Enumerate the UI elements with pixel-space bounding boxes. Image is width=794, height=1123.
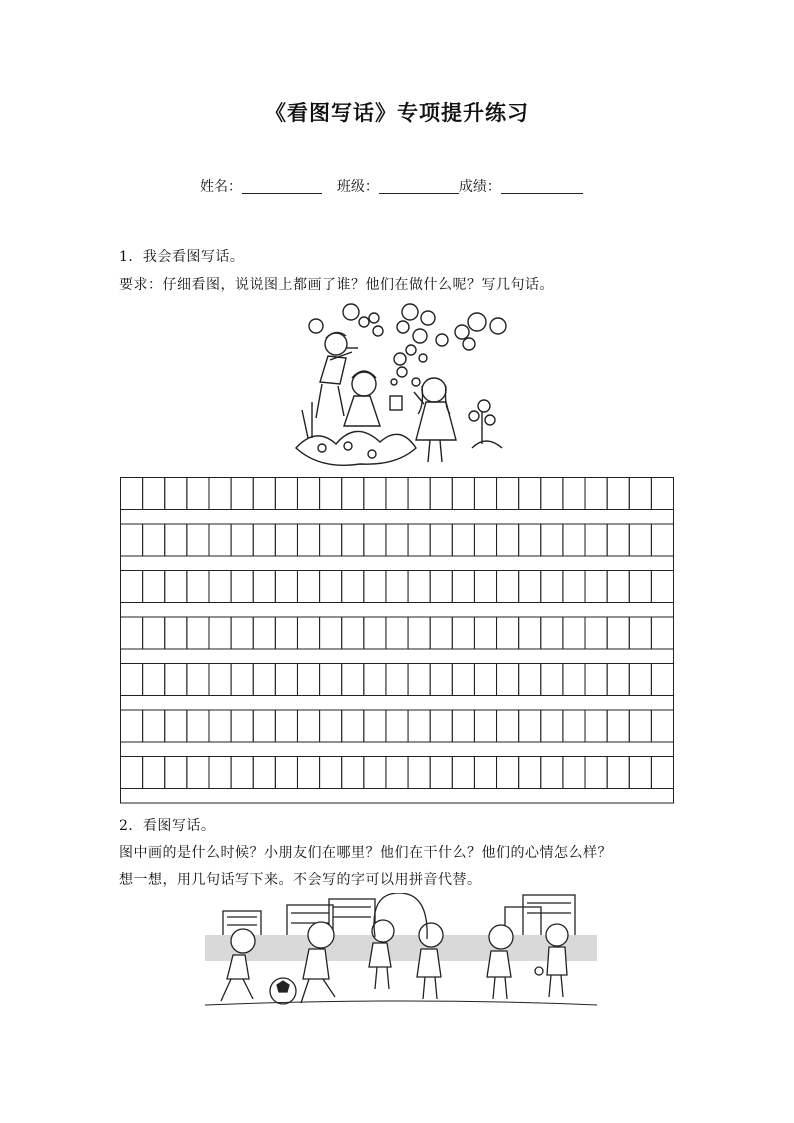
grid-cell[interactable] [231,757,253,789]
grid-cell[interactable] [386,571,408,603]
grid-cell[interactable] [651,478,673,510]
grid-cell[interactable] [607,571,629,603]
grid-cell[interactable] [187,757,209,789]
grid-row-spacer [121,696,674,711]
children-playing-outdoors-illustration [205,893,597,1017]
grid-cell[interactable] [408,710,430,742]
name-blank[interactable] [242,179,322,194]
grid-cell[interactable] [165,617,187,649]
children-blowing-bubbles-illustration [292,298,508,470]
grid-row [121,478,674,525]
grid-cell[interactable] [297,478,319,510]
tree-line [205,935,597,961]
question-2-heading: 2．看图写话。 [119,818,216,834]
grid-cell[interactable] [165,664,187,696]
grid-cell[interactable] [386,757,408,789]
grid-cell[interactable] [408,478,430,510]
grid-cell[interactable] [519,478,541,510]
grid-cell[interactable] [452,478,474,510]
grid-cell[interactable] [629,664,651,696]
grid-cell[interactable] [143,710,165,742]
grid-cell[interactable] [165,571,187,603]
grid-cell[interactable] [209,664,231,696]
grid-cell[interactable] [519,571,541,603]
grid-cell[interactable] [320,710,342,742]
grid-cell[interactable] [275,710,297,742]
grid-cell[interactable] [386,524,408,556]
grid-cell[interactable] [585,710,607,742]
grid-cell[interactable] [430,710,452,742]
grid-cell[interactable] [607,524,629,556]
grid-cell[interactable] [121,478,143,510]
grid-cell[interactable] [408,757,430,789]
grid-cell[interactable] [651,617,673,649]
bubbles [309,304,506,386]
grid-row-spacer [121,742,674,757]
grid-cell[interactable] [121,664,143,696]
grid-cell[interactable] [165,524,187,556]
grid-cell[interactable] [585,571,607,603]
girl-figure-right [414,378,456,462]
name-label: 姓名： [200,179,242,195]
grid-cell[interactable] [629,478,651,510]
grid-cell[interactable] [275,617,297,649]
grid-cell[interactable] [474,571,496,603]
grid-cell[interactable] [563,664,585,696]
grid-cell[interactable] [143,571,165,603]
grid-cell[interactable] [541,524,563,556]
grid-cell[interactable] [474,524,496,556]
grid-cell[interactable] [342,710,364,742]
grid-cell[interactable] [563,524,585,556]
grid-cell[interactable] [541,757,563,789]
grid-cell[interactable] [585,617,607,649]
grid-cell[interactable] [364,757,386,789]
grid-cell[interactable] [320,664,342,696]
grid-cell[interactable] [297,571,319,603]
grid-cell[interactable] [452,524,474,556]
grid-cell[interactable] [342,757,364,789]
grid-row [121,617,674,664]
grid-row [121,757,674,804]
grid-cell[interactable] [386,664,408,696]
grid-cell[interactable] [651,757,673,789]
grid-cell[interactable] [607,617,629,649]
grid-cell[interactable] [497,664,519,696]
grid-cell[interactable] [585,478,607,510]
grid-cell[interactable] [320,478,342,510]
grid-cell[interactable] [585,757,607,789]
grid-cell[interactable] [143,524,165,556]
grid-cell[interactable] [541,617,563,649]
grid-cell[interactable] [541,664,563,696]
grid-cell[interactable] [497,571,519,603]
grid-cell[interactable] [143,617,165,649]
grid-cell[interactable] [430,617,452,649]
grid-cell[interactable] [386,478,408,510]
grid-cell[interactable] [474,757,496,789]
grid-cell[interactable] [519,617,541,649]
grid-cell[interactable] [297,664,319,696]
grid-row-spacer [121,789,674,804]
grid-cell[interactable] [519,664,541,696]
grid-cell[interactable] [541,478,563,510]
grid-cell[interactable] [452,757,474,789]
grid-cell[interactable] [430,757,452,789]
grid-cell[interactable] [297,617,319,649]
grid-cell[interactable] [297,710,319,742]
grid-cell[interactable] [187,478,209,510]
grid-cell[interactable] [474,617,496,649]
grid-cell[interactable] [275,757,297,789]
grid-cell[interactable] [497,478,519,510]
grid-cell[interactable] [253,617,275,649]
grid-cell[interactable] [253,571,275,603]
grid-cell[interactable] [209,524,231,556]
writing-grid[interactable] [120,477,674,805]
grid-cell[interactable] [364,617,386,649]
grid-cell[interactable] [585,664,607,696]
grid-cell[interactable] [585,524,607,556]
grid-cell[interactable] [408,524,430,556]
grid-cell[interactable] [386,617,408,649]
grid-cell[interactable] [231,617,253,649]
grid-cell[interactable] [342,617,364,649]
grid-cell[interactable] [430,571,452,603]
grid-cell[interactable] [452,664,474,696]
grid-cell[interactable] [253,757,275,789]
student-info-line [200,176,583,196]
grid-cell[interactable] [607,710,629,742]
grid-row-spacer [121,603,674,618]
grid-cell[interactable] [607,478,629,510]
grid-cell[interactable] [651,710,673,742]
grid-cell[interactable] [209,617,231,649]
grid-cell[interactable] [121,757,143,789]
question-1-requirement: 要求：仔细看图，说说图上都画了谁？他们在做什么呢？写几句话。 [119,277,554,293]
grid-cell[interactable] [452,710,474,742]
grid-cell[interactable] [209,710,231,742]
page-title: 《看图写话》专项提升练习 [265,100,529,125]
grid-cell[interactable] [297,757,319,789]
grid-cell[interactable] [408,617,430,649]
grid-cell[interactable] [320,524,342,556]
grid-cell[interactable] [430,524,452,556]
grid-cell[interactable] [121,617,143,649]
grid-cell[interactable] [253,664,275,696]
grid-cell[interactable] [231,664,253,696]
grid-cell[interactable] [342,478,364,510]
grid-row [121,524,674,571]
score-blank[interactable] [501,179,583,194]
grid-cell[interactable] [143,664,165,696]
grid-cell[interactable] [629,710,651,742]
grid-cell[interactable] [474,478,496,510]
small-ball [535,967,543,975]
grid-cell[interactable] [519,524,541,556]
grid-cell[interactable] [209,571,231,603]
grid-cell[interactable] [629,757,651,789]
grid-cell[interactable] [187,710,209,742]
question-1-heading: 1．我会看图写话。 [119,249,245,265]
grid-cell[interactable] [121,710,143,742]
grid-cell[interactable] [497,617,519,649]
grid-cell[interactable] [563,710,585,742]
grid-cell[interactable] [253,478,275,510]
grid-cell[interactable] [231,710,253,742]
grid-cell[interactable] [408,664,430,696]
grid-cell[interactable] [187,571,209,603]
grid-row [121,571,674,618]
grid-cell[interactable] [541,571,563,603]
grid-cell[interactable] [563,617,585,649]
grid-cell[interactable] [629,617,651,649]
grid-cell[interactable] [187,524,209,556]
grid-cell[interactable] [275,571,297,603]
grid-cell[interactable] [519,710,541,742]
grid-cell[interactable] [408,571,430,603]
grid-cell[interactable] [497,710,519,742]
grid-cell[interactable] [364,571,386,603]
score-label: 成绩： [458,179,501,195]
grid-cell[interactable] [497,524,519,556]
grid-cell[interactable] [541,710,563,742]
grid-cell[interactable] [165,478,187,510]
grid-cell[interactable] [607,664,629,696]
grid-cell[interactable] [474,664,496,696]
grid-cell[interactable] [231,571,253,603]
grid-cell[interactable] [629,524,651,556]
question-2-prompt-line-2: 想一想，用几句话写下来。不会写的字可以用拼音代替。 [119,872,482,888]
grid-cell[interactable] [452,571,474,603]
grid-row [121,710,674,757]
grid-cell[interactable] [430,478,452,510]
grid-row-spacer [121,556,674,571]
grid-cell[interactable] [342,571,364,603]
grid-cell[interactable] [563,757,585,789]
grid-cell[interactable] [320,617,342,649]
grid-row [121,664,674,711]
grid-cell[interactable] [121,524,143,556]
class-label: 班级： [336,179,379,195]
grid-cell[interactable] [231,478,253,510]
grid-cell[interactable] [275,478,297,510]
grid-cell[interactable] [253,524,275,556]
grid-cell[interactable] [386,710,408,742]
grid-cell[interactable] [297,524,319,556]
question-2-prompt-line-1: 图中画的是什么时候？小朋友们在哪里？他们在干什么？他们的心情怎么样？ [119,845,612,861]
grid-cell[interactable] [320,571,342,603]
grid-row-spacer [121,510,674,525]
grid-cell[interactable] [364,664,386,696]
grid-cell[interactable] [165,757,187,789]
boy-figure [316,332,358,418]
grid-cell[interactable] [651,524,673,556]
grid-cell[interactable] [187,664,209,696]
grid-cell[interactable] [231,524,253,556]
grid-cell[interactable] [364,478,386,510]
grid-cell[interactable] [253,710,275,742]
ground-line [205,1001,597,1005]
grid-row-spacer [121,649,674,664]
grid-cell[interactable] [275,664,297,696]
grid-cell[interactable] [320,757,342,789]
grid-cell[interactable] [342,664,364,696]
grid-cell[interactable] [474,710,496,742]
grid-cell[interactable] [651,664,673,696]
grid-cell[interactable] [275,524,297,556]
grid-cell[interactable] [165,710,187,742]
grid-cell[interactable] [563,571,585,603]
grid-cell[interactable] [364,524,386,556]
grid-cell[interactable] [121,571,143,603]
grid-cell[interactable] [430,664,452,696]
grid-cell[interactable] [143,757,165,789]
grid-cell[interactable] [607,757,629,789]
soccer-ball [270,978,296,1004]
grid-cell[interactable] [452,617,474,649]
grid-cell[interactable] [364,710,386,742]
grid-cell[interactable] [519,757,541,789]
grid-cell[interactable] [209,478,231,510]
grid-cell[interactable] [563,478,585,510]
grid-cell[interactable] [187,617,209,649]
grid-cell[interactable] [143,478,165,510]
grid-cell[interactable] [497,757,519,789]
grid-cell[interactable] [651,571,673,603]
class-blank[interactable] [379,179,459,194]
grid-cell[interactable] [629,571,651,603]
grid-cell[interactable] [209,757,231,789]
grid-cell[interactable] [342,524,364,556]
